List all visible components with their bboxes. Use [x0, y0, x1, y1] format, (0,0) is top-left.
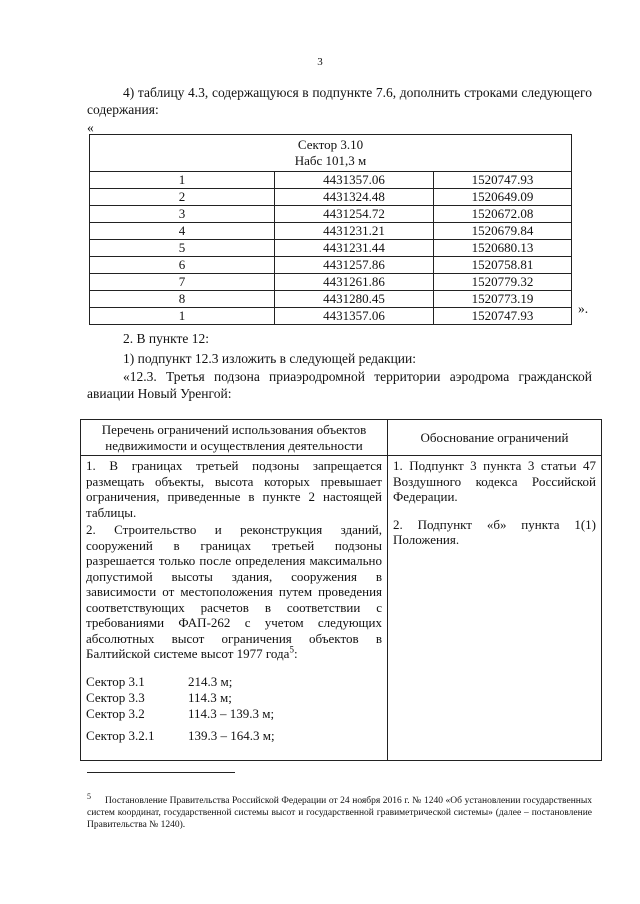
coordinate-row — [90, 189, 572, 206]
coordinate-row — [90, 257, 572, 274]
coord-y: 1520672.08 — [434, 206, 572, 223]
coord-x: 4431257.86 — [275, 257, 434, 274]
coord-y: 1520679.84 — [434, 223, 572, 240]
sector-row: Сектор 3.3 114.3 м; — [86, 689, 232, 705]
restrictions-table — [80, 419, 602, 761]
point-number: 6 — [90, 257, 275, 274]
point-number: 1 — [90, 172, 275, 189]
sector-heights-list — [86, 674, 382, 744]
subpoint-1: 1) подпункт 12.3 изложить в следующей редакции: — [123, 351, 417, 366]
header-justification: Обоснование ограничений — [388, 420, 602, 456]
point-number: 5 — [90, 240, 275, 257]
coordinates-table-header — [90, 135, 572, 172]
coordinate-row — [90, 308, 572, 325]
coord-y: 1520680.13 — [434, 240, 572, 257]
point-number: 4 — [90, 223, 275, 240]
quote-open-mark: « — [87, 120, 94, 135]
coordinate-row — [90, 172, 572, 189]
justification-cell — [388, 456, 602, 761]
restrictions-cell — [81, 456, 388, 761]
coord-x: 4431231.44 — [275, 240, 434, 257]
intro-paragraph: 4) таблицу 4.3, содержащуюся в подпункте 7.6, дополнить строками следующего содержания: — [87, 85, 592, 117]
coordinates-table — [89, 134, 572, 325]
footnote-separator — [87, 772, 235, 773]
coord-y: 1520779.32 — [434, 274, 572, 291]
restriction-item-1: 1. В границах третьей подзоны запрещается размещать объекты, высота которых превышает ограничения, приведенные в пункте 2 настоящей таблицы. — [86, 458, 382, 520]
coord-x: 4431254.72 — [275, 206, 434, 223]
point-number: 7 — [90, 274, 275, 291]
justification-item-2: 2. Подпункт «б» пункта 1(1) Положения. — [393, 516, 596, 547]
coord-y: 1520747.93 — [434, 308, 572, 325]
coord-y: 1520758.81 — [434, 257, 572, 274]
coordinate-row — [90, 291, 572, 308]
restriction-item-2: 2. Строительство и реконструкция зданий, сооружений в границах третьей подзоны разрешается только после определения максимально допустимой высоты здания, сооружения в зависимости от местоположения путем проведения соответствующих расчетов в соответствии с требованиями ФАП-262 с учетом следующих абсолютных высот ограничения объектов в Балтийской системе высот 1977 года$^5$: — [86, 522, 382, 661]
header-restrictions-list: Перечень ограничений использования объектов недвижимости и осуществления деятельности — [81, 420, 388, 456]
sector-row: Сектор 3.2.1 139.3 – 164.3 м; — [86, 727, 275, 743]
coord-x: 4431324.48 — [275, 189, 434, 206]
coordinate-row — [90, 223, 572, 240]
coord-y: 1520649.09 — [434, 189, 572, 206]
coord-y: 1520747.93 — [434, 172, 572, 189]
footnote: $^5$ Постановление Правительства Российской Федерации от 24 ноября 2016 г. № 1240 «Об установлении государственных систем координат, государственной системы высот и государственной гравиметрической системы» (далее – постановление Правительства № 1240). — [87, 791, 592, 830]
coordinate-row — [90, 206, 572, 223]
point-number: 2 — [90, 189, 275, 206]
sector-height: Набс 101,3 м — [294, 153, 367, 168]
point-number: 1 — [90, 308, 275, 325]
coord-x: 4431261.86 — [275, 274, 434, 291]
coord-y: 1520773.19 — [434, 291, 572, 308]
sector-row: Сектор 3.2 114.3 – 139.3 м; — [86, 705, 275, 721]
coord-x: 4431231.21 — [275, 223, 434, 240]
quote-paragraph: «12.3. Третья подзона приаэродромной территории аэродрома гражданской авиации Новый Уренгой: — [87, 369, 592, 401]
sector-title: Сектор 3.10 — [297, 137, 364, 152]
coord-x: 4431357.06 — [275, 308, 434, 325]
justification-item-1: 1. Подпункт 3 пункта 3 статьи 47 Воздушного кодекса Российской Федерации. — [393, 458, 596, 504]
coord-x: 4431280.45 — [275, 291, 434, 308]
coord-x: 4431357.06 — [275, 172, 434, 189]
footnote-text: Постановление Правительства Российской Федерации от 24 ноября 2016 г. № 1240 «Об установлении государственных систем координат, государственной системы высот и государственной гравиметрической системы» (далее – постановление Правительства № 1240). — [87, 796, 592, 830]
coordinate-row — [90, 274, 572, 291]
sector-row: Сектор 3.1 214.3 м; — [86, 673, 233, 689]
section-2-heading: 2. В пункте 12: — [123, 331, 209, 346]
quote-close-mark: ». — [578, 301, 589, 316]
coordinate-row — [90, 240, 572, 257]
footnote-ref: 5 — [289, 644, 294, 655]
point-number: 3 — [90, 206, 275, 223]
point-number: 8 — [90, 291, 275, 308]
restrictions-header-row — [81, 420, 602, 456]
restrictions-body-row — [81, 456, 602, 761]
page-number: 3 — [317, 56, 323, 68]
